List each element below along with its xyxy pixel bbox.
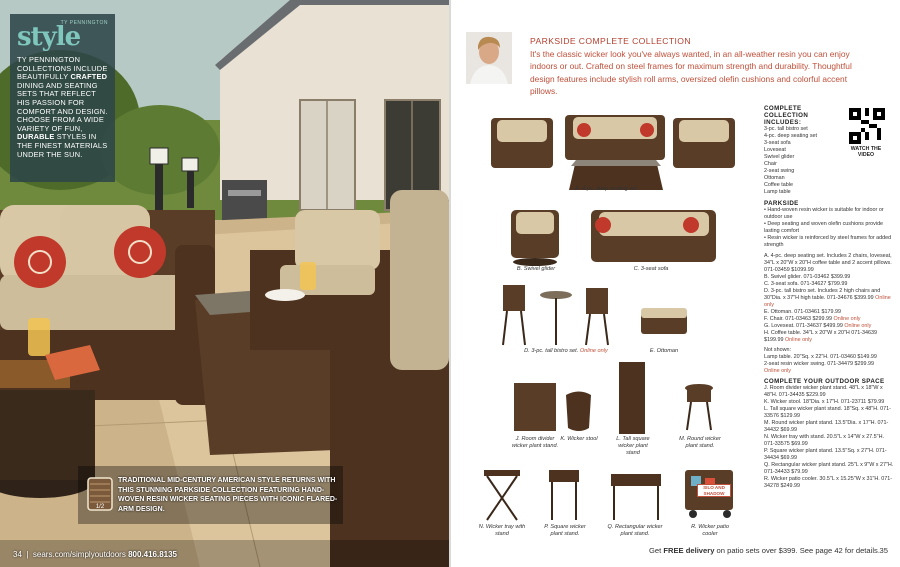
outdoor-space-item: J. Room divider wicker plant stand. 48"L x 18"W x 48"H. 071-34435 $229.99 bbox=[764, 385, 883, 398]
price-item bbox=[764, 281, 894, 288]
footer-post: on patio sets over $399. See page 42 for details. bbox=[714, 546, 880, 555]
outdoor-space-item: P. Square wicker plant stand. 13.5"Sq. x 27"H. 071-34434 $69.99 bbox=[764, 448, 887, 461]
swatch-label: 1/2 bbox=[95, 504, 105, 510]
right-page-number: 35 bbox=[879, 546, 888, 555]
intro-part: DURABLE bbox=[17, 132, 55, 142]
online-only-badge: Online only bbox=[844, 323, 872, 329]
free-delivery: FREE delivery bbox=[663, 546, 715, 555]
product-p-image bbox=[549, 470, 579, 520]
left-page bbox=[0, 0, 449, 567]
online-only-badge: Online only bbox=[784, 337, 812, 343]
not-shown-title: Not shown: bbox=[764, 347, 791, 353]
outdoor-space-item: R. Wicker patio cooler. 30.5"L x 15.25"W x 31"H. 071-34278 $249.99 bbox=[764, 476, 893, 489]
outdoor-space-item: Q. Rectangular wicker plant stand. 25"L x 9"W x 27"H. 071-34433 $79.99 bbox=[764, 462, 894, 475]
product-a-image bbox=[491, 115, 735, 190]
outdoor-space-title: COMPLETE YOUR OUTDOOR SPACE bbox=[764, 378, 885, 385]
product-d-image bbox=[503, 285, 608, 345]
collection-item: Coffee table bbox=[764, 182, 793, 188]
product-p-label: P. Square wicker plant stand. bbox=[544, 524, 586, 537]
product-n-image bbox=[484, 470, 520, 520]
price-list bbox=[764, 253, 894, 344]
not-shown-online: Online only bbox=[764, 368, 791, 374]
collection-item: 3-pc. tall bistro set bbox=[764, 126, 808, 132]
product-a-label: A. 4-pc. deep seating set bbox=[575, 186, 637, 192]
product-r-label: R. Wicker patio cooler bbox=[691, 524, 729, 537]
wicker-swatch-icon bbox=[86, 476, 114, 512]
parkside-features bbox=[764, 207, 894, 249]
price-item bbox=[764, 323, 894, 330]
not-shown-item: Lamp table. 20"Sq. x 22"H. 071-03460 $149.99 bbox=[764, 354, 877, 360]
product-b-image bbox=[511, 210, 559, 266]
price-item bbox=[764, 316, 894, 323]
feature-bullet: • Deep seating and woven olefin cushions provide lasting comfort bbox=[764, 221, 884, 234]
intro-part: CRAFTED bbox=[70, 72, 108, 82]
collection-item: 2-seat swing bbox=[764, 168, 795, 174]
outdoor-space-list bbox=[764, 385, 894, 490]
footer-pre: Get bbox=[649, 546, 664, 555]
product-q-image bbox=[611, 474, 661, 520]
product-d-name: D. 3-pc. tall bistro set. bbox=[524, 348, 579, 354]
collection-intro bbox=[17, 56, 108, 159]
complete-collection-title: COMPLETE COLLECTION INCLUDES: bbox=[764, 105, 809, 126]
price-item bbox=[764, 330, 894, 344]
collection-item: Chair bbox=[764, 161, 777, 167]
product-b-label: B. Swivel glider bbox=[516, 266, 556, 272]
price-item-text: B. Swivel glider. 071-03462 $399.99 bbox=[764, 274, 851, 280]
left-page-number: 34 bbox=[13, 550, 22, 559]
right-page bbox=[451, 0, 900, 567]
online-only-badge: Online only bbox=[833, 316, 861, 322]
collection-headline: PARKSIDE COMPLETE COLLECTION bbox=[530, 36, 691, 46]
collection-item: 4-pc. deep seating set bbox=[764, 133, 818, 139]
parkside-title: PARKSIDE bbox=[764, 200, 799, 207]
collection-item: Swivel glider bbox=[764, 154, 795, 160]
intro-part: TY PENNINGTON COLLECTIONS INCLUDE BEAUTIFULLY bbox=[17, 55, 108, 82]
photo-caption: TRADITIONAL MID-CENTURY AMERICAN STYLE RETURNS WITH THIS STUNNING PARKSIDE COLLECTION FEATURING HAND-WOVEN RESIN WICKER SEATING PIECES WITH ICONIC FLARED-ARM DESIGN. bbox=[118, 477, 338, 513]
price-item-text: A. 4-pc. deep seating set. Includes 2 chairs, loveseat, 34"L x 20"W x 20"H coffee table and 2 accent pillows. 071-03459 $1099.99 bbox=[764, 253, 892, 273]
product-l-label: L. Tall square wicker plant stand bbox=[616, 436, 650, 456]
price-item-text: F. Chair. 071-03463 $299.99 bbox=[764, 316, 834, 322]
product-c-image bbox=[591, 210, 716, 262]
price-item bbox=[764, 253, 894, 274]
brand-logo: style bbox=[17, 22, 81, 52]
collection-item: 3-seat sofa bbox=[764, 140, 791, 146]
product-k-label: K. Wicker stool bbox=[560, 436, 598, 442]
outdoor-space-item: N. Wicker tray with stand. 20.5"L x 14"W x 27.5"H. 071-33575 $69.99 bbox=[764, 434, 884, 447]
watch-video-link[interactable]: WATCH THE VIDEO bbox=[850, 146, 882, 158]
not-shown-item: 2-seat resin wicker swing. 071-34479 $299.99 bbox=[764, 361, 874, 367]
silo-shadow-tag: SILO AND SHADOW bbox=[697, 484, 731, 497]
collection-item: Loveseat bbox=[764, 147, 786, 153]
intro-part: DINING AND SEATING SETS THAT REFLECT HIS PASSION FOR COMFORT AND DESIGN. CHOOSE FROM A WIDE VARIETY OF FUN, bbox=[17, 80, 108, 133]
price-item-text: C. 3-seat sofa. 071-34627 $799.99 bbox=[764, 281, 848, 287]
price-item bbox=[764, 288, 894, 309]
feature-bullet: • Hand-woven resin wicker is suitable for indoor or outdoor use bbox=[764, 207, 884, 220]
product-d-label bbox=[511, 348, 621, 355]
phone-number[interactable]: 800.416.8135 bbox=[128, 550, 177, 559]
not-shown-list bbox=[764, 354, 894, 375]
online-only-badge: Online only bbox=[764, 295, 891, 308]
complete-collection-list bbox=[764, 126, 894, 196]
collection-item: Lamp table bbox=[764, 189, 791, 195]
ty-pennington-style-box bbox=[10, 14, 115, 182]
left-folio: 34 | sears.com/simplyoutdoors 800.416.8135 bbox=[13, 550, 177, 559]
product-j-label: J. Room divider wicker plant stand. bbox=[511, 436, 559, 449]
delivery-footer bbox=[649, 546, 880, 555]
collection-intro-text: It's the classic wicker look you've always wanted, in an all-weather resin you can enjoy indoors or out. Crafted on steel frames for maximum strength and durability. Thoughtful design features include stylish roll arms, oversized olefin cushions and colorful accent pillows. bbox=[530, 49, 852, 97]
price-item-text: E. Ottoman. 071-03461 $179.99 bbox=[764, 309, 842, 315]
outdoor-space-item: K. Wicker stool. 18"Dia. x 17"H. 071-23711 $79.99 bbox=[764, 399, 885, 405]
product-k-image bbox=[566, 392, 591, 432]
product-e-image bbox=[641, 308, 687, 334]
product-c-label: C. 3-seat sofa bbox=[633, 266, 669, 272]
product-e-label: E. Ottoman bbox=[649, 348, 679, 354]
outdoor-space-item: L. Tall square wicker plant stand. 18"Sq. x 48"H. 071-33576 $129.99 bbox=[764, 406, 891, 419]
intro-part: STYLES IN THE FINEST MATERIALS UNDER THE SUN. bbox=[17, 132, 108, 159]
price-item-text: H. Coffee table. 34"L x 20"W x 20"H 071-34639 $199.99 bbox=[764, 330, 878, 343]
price-item-text: D. 3-pc. tall bistro set. Includes 2 high chairs and 30"Dia. x 37"H high table. 071-34676 $399.99 bbox=[764, 288, 881, 301]
product-l-image bbox=[619, 362, 645, 434]
product-j-image bbox=[514, 383, 556, 431]
brand-small: TY PENNINGTON bbox=[60, 20, 108, 26]
collection-item: Ottoman bbox=[764, 175, 785, 181]
price-item bbox=[764, 274, 894, 281]
outdoor-space-item: M. Round wicker plant stand. 13.5"Dia. x 17"H. 071-34432 $69.99 bbox=[764, 420, 889, 433]
price-item bbox=[764, 309, 894, 316]
price-item-text: G. Loveseat. 071-34637 $499.99 bbox=[764, 323, 845, 329]
product-d-online: Online only bbox=[579, 348, 608, 354]
product-m-image bbox=[685, 384, 713, 430]
product-q-label: Q. Rectangular wicker plant stand. bbox=[607, 524, 663, 537]
product-m-label: M. Round wicker plant stand. bbox=[679, 436, 721, 449]
feature-bullet: • Resin wicker is reinforced by steel frames for added strength bbox=[764, 235, 892, 248]
spec-column bbox=[764, 105, 894, 490]
website-link[interactable]: sears.com/simplyoutdoors bbox=[32, 550, 126, 559]
product-n-label: N. Wicker tray with stand bbox=[478, 524, 526, 537]
